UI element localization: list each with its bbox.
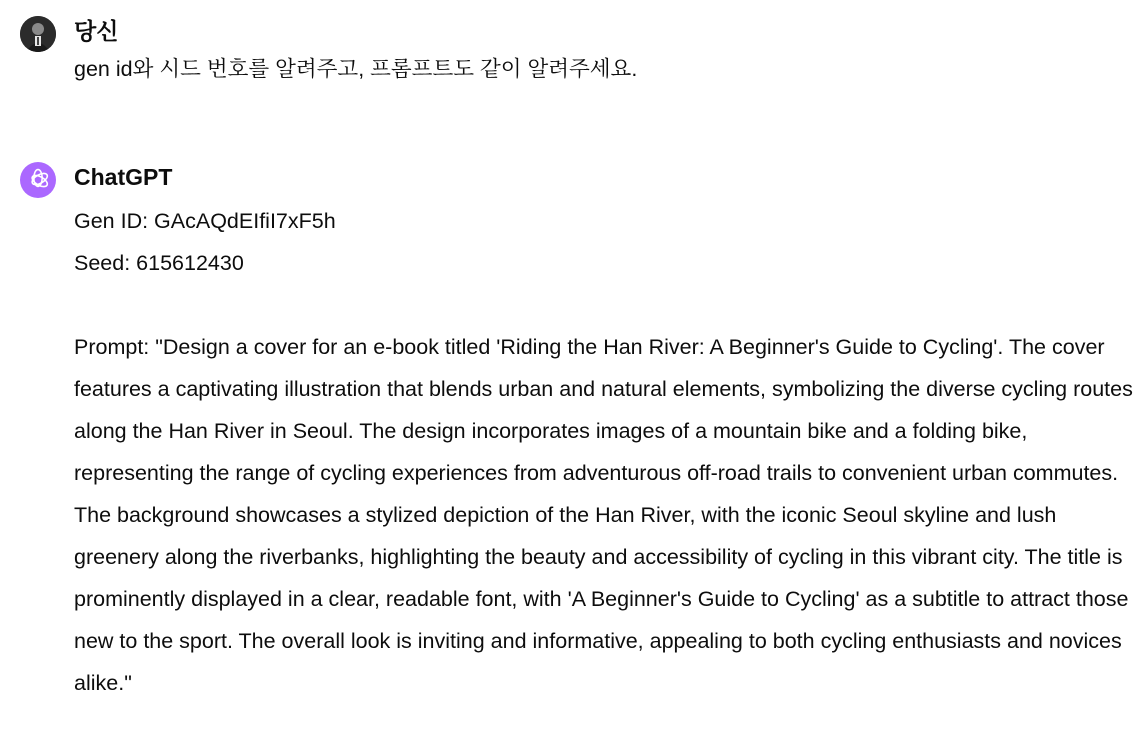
assistant-message-content [74, 200, 1139, 704]
user-message-text: gen id와 시드 번호를 알려주고, 프롬프트도 같이 알려주세요. [74, 57, 638, 81]
assistant-avatar [20, 162, 56, 198]
prompt-paragraph: Prompt: "Design a cover for an e-book titled 'Riding the Han River: A Beginner's Guide to Cycling'. The cover features a captivating illustration that blends urban and natural elements, symbolizing the diverse cycling routes along the Han River in Seoul. The design incorporates images of a mountain bike and a folding bike, representing the range of cycling experiences from adventurous off-road trails to convenient urban commutes. The background showcases a stylized depiction of the Han River, with the iconic Seoul skyline and lush greenery along the riverbanks, highlighting the beauty and accessibility of cycling in this vibrant city. The title is prominently displayed in a clear, readable font, with 'A Beginner's Guide to Cycling' as a subtitle to attract those new to the sport. The overall look is inviting and informative, appealing to both cycling enthusiasts and novices alike." [74, 335, 1139, 695]
seed-line: Seed: 615612430 [74, 251, 244, 275]
paragraph-gap [74, 284, 1134, 326]
gen-id-line: Gen ID: GAcAQdEIfiI7xF5h [74, 209, 336, 233]
user-avatar[interactable] [20, 16, 56, 52]
user-message-content [74, 54, 1134, 86]
user-avatar-photo-icon [20, 16, 56, 52]
openai-logo-icon [20, 162, 56, 198]
assistant-author-name: ChatGPT [74, 164, 173, 190]
user-author-name: 당신 [74, 18, 119, 44]
